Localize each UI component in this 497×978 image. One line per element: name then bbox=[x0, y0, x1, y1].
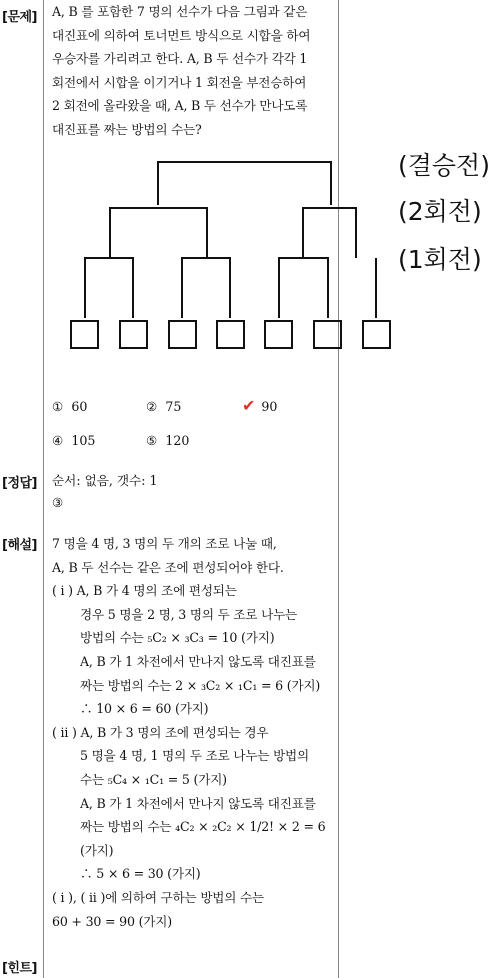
choice-value: 60 bbox=[71, 399, 88, 414]
explanation-line: ( ii ) A, B 가 3 명의 조에 편성되는 경우 bbox=[52, 724, 269, 740]
explanation-text bbox=[52, 532, 336, 933]
explanation-line: 짜는 방법의 수는 ₄C₂ × ₂C₂ × 1/2! × 2 = 6 bbox=[80, 819, 326, 835]
problem-line: 대진표를 짜는 방법의 수는? bbox=[52, 121, 202, 137]
explanation-line: 방법의 수는 ₅C₂ × ₃C₃ = 10 (가지) bbox=[80, 630, 275, 646]
choice-2[interactable] bbox=[146, 399, 181, 414]
choice-mark: ⑤ bbox=[146, 433, 158, 448]
round-label-2: (2회전) bbox=[398, 197, 482, 226]
bracket-final bbox=[158, 162, 331, 205]
problem-line: 2 회전에 올라왔을 때, A, B 두 선수가 만나도록 bbox=[52, 98, 308, 114]
explanation-line: 경우 5 명을 2 명, 3 명의 두 조로 나누는 bbox=[80, 606, 298, 622]
explanation-line: ∴ 10 × 6 = 60 (가지) bbox=[80, 701, 209, 717]
choice-mark: ① bbox=[52, 399, 64, 414]
explanation-line: 수는 ₅C₄ × ₁C₁ = 5 (가지) bbox=[80, 771, 227, 787]
choice-mark: ④ bbox=[52, 433, 64, 448]
choice-4[interactable] bbox=[52, 433, 95, 448]
answer-order: 순서: 없음, 갯수: 1 bbox=[52, 473, 158, 488]
explanation-line: ∴ 5 × 6 = 30 (가지) bbox=[80, 866, 201, 882]
round-label-1: (1회전) bbox=[398, 245, 482, 274]
choice-mark: ② bbox=[146, 399, 158, 414]
player-box bbox=[217, 321, 244, 348]
answer-section bbox=[52, 470, 158, 514]
explanation-line: A, B 두 선수는 같은 조에 편성되어야 한다. bbox=[52, 559, 284, 575]
bracket-left-semi bbox=[110, 208, 207, 258]
choice-value: 90 bbox=[261, 399, 278, 414]
problem-label: [문제] bbox=[2, 10, 37, 25]
problem-line: 우승자를 가리려고 한다. A, B 두 선수가 각각 1 bbox=[52, 51, 308, 67]
player-box bbox=[363, 321, 390, 348]
check-icon: ✔ bbox=[242, 396, 256, 415]
player-box bbox=[120, 321, 147, 348]
explanation-line: ( i ), ( ii )에 의하여 구하는 방법의 수는 bbox=[52, 889, 264, 905]
bracket-match-3 bbox=[279, 258, 328, 318]
explanation-line: 60 + 30 = 90 (가지) bbox=[52, 913, 172, 929]
explanation-line: ( i ) A, B 가 4 명의 조에 편성되는 bbox=[52, 583, 237, 599]
player-box bbox=[169, 321, 196, 348]
explanation-label: [해설] bbox=[2, 538, 37, 553]
explanation-line: 7 명을 4 명, 3 명의 두 개의 조로 나눌 때, bbox=[52, 536, 277, 551]
answer-label: [정답] bbox=[2, 476, 37, 491]
bracket-right-semi bbox=[303, 208, 356, 258]
choice-value: 120 bbox=[165, 433, 190, 448]
choice-value: 105 bbox=[71, 433, 96, 448]
explanation-line: A, B 가 1 차전에서 만나지 않도록 대진표를 bbox=[80, 653, 316, 669]
hint-label: [힌트] bbox=[2, 961, 37, 976]
player-box bbox=[71, 321, 98, 348]
choice-3[interactable] bbox=[242, 396, 277, 415]
choice-value: 75 bbox=[165, 399, 182, 414]
explanation-line: (가지) bbox=[80, 842, 114, 858]
bracket-match-2 bbox=[182, 258, 230, 318]
explanation-line: A, B 가 1 차전에서 만나지 않도록 대진표를 bbox=[80, 795, 316, 811]
round-label-final: (결승전) bbox=[398, 151, 490, 180]
player-box bbox=[265, 321, 292, 348]
problem-line: 회전에서 시합을 이기거나 1 회전을 부전승하여 bbox=[52, 74, 307, 90]
answer-value: ③ bbox=[52, 495, 64, 510]
explanation-line: 5 명을 4 명, 1 명의 두 조로 나누는 방법의 bbox=[80, 748, 309, 764]
choice-1[interactable] bbox=[52, 399, 87, 414]
explanation-line: 짜는 방법의 수는 2 × ₃C₂ × ₁C₁ = 6 (가지) bbox=[80, 677, 321, 693]
choice-5[interactable] bbox=[146, 433, 189, 448]
player-box bbox=[314, 321, 341, 348]
bracket-match-1 bbox=[85, 258, 133, 318]
problem-line: A, B 를 포함한 7 명의 선수가 다음 그림과 같은 bbox=[52, 4, 308, 19]
problem-line: 대진표에 의하여 토너먼트 방식으로 시합을 하여 bbox=[52, 27, 311, 43]
